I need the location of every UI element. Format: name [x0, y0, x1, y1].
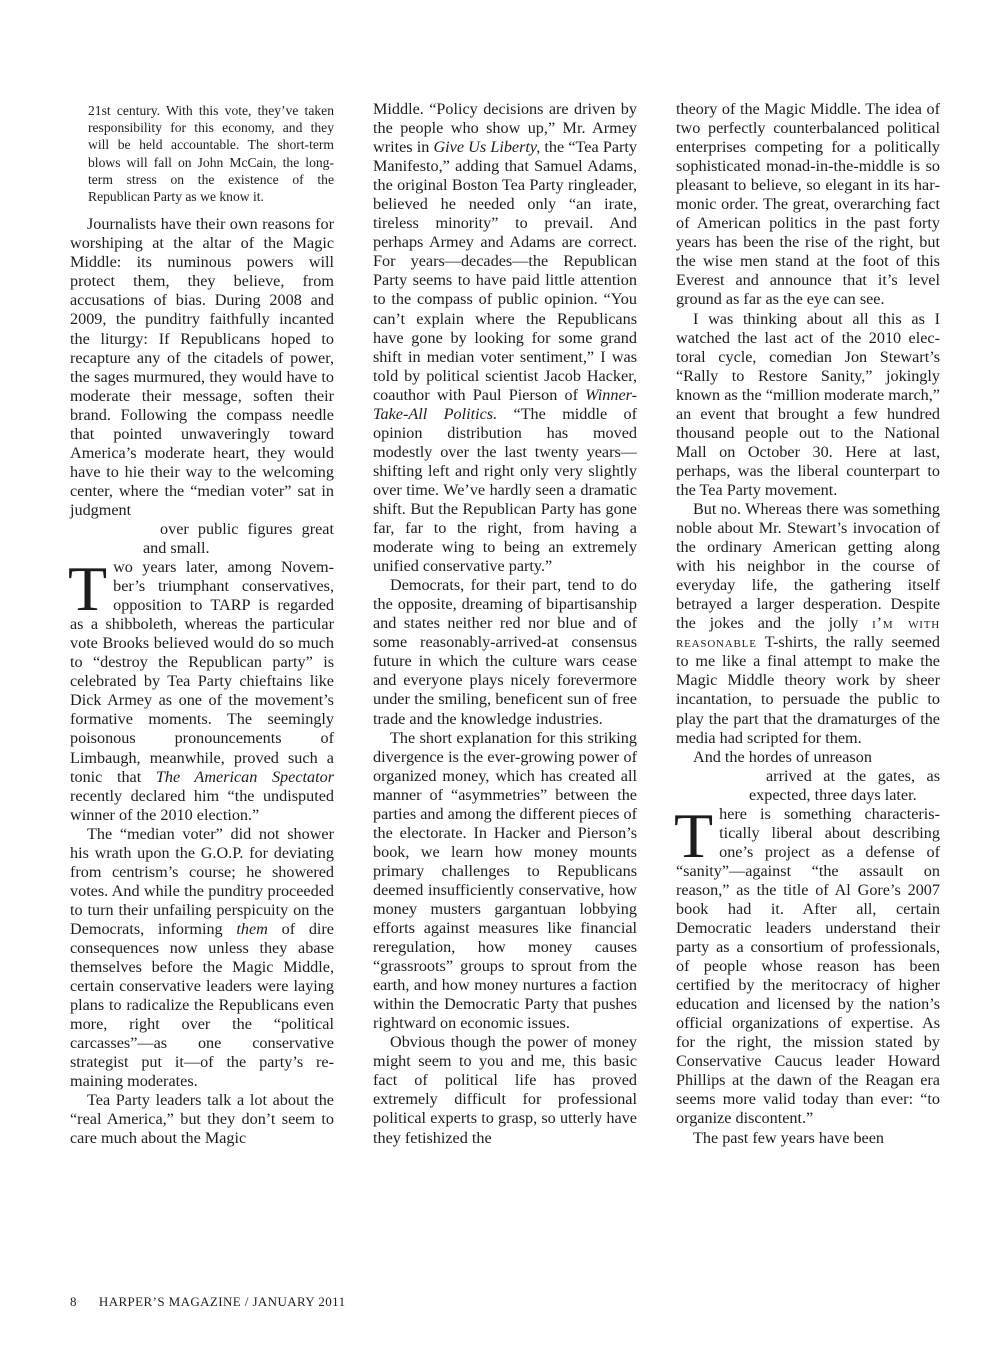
paragraph: Obvious though the power of money might seem to you and me, this basic fact of political life has proved extremely difficult for professional political experts to grasp, so utterly have they fetishized the — [373, 1033, 637, 1147]
block-quote — [88, 102, 334, 205]
drop-cap: T — [674, 799, 714, 871]
paragraph: Journalists have their own reasons for worshiping at the altar of the Magic Middle: its numinous powers will protect them, they believe, from accusations of bias. During 2008 and 2009, the punditry faithfully incanted the liturgy: If Republicans hoped to recapture any of the citadels of power, the sages murmured, they would have to moderate their message, soften their brand. Following the compass needle that pointed unwaveringly toward America’s moderate heart, they would have to hie their way to the welcoming center, where the “median voter” sat in judgment — [70, 215, 334, 519]
paragraph: Middle. “Policy decisions are driven by the people who show up,” Mr. Armey writes in Give Us Liberty, the “Tea Party Manifesto,” adding that Samuel Adams, the original Boston Tea Party ringleader, believed he needed only “an irate, tireless minority” to prevail. And perhaps Armey and Adams are correct. For years—decades—the Republican Party seems to have paid little attention to the compass of public opinion. “You can’t explain where the Republicans have gone by looking for some grand shift in median voter sentiment,” I was told by political scientist Jacob Hacker, coauthor with Paul Pierson of Winner-Take-All Politics. “The middle of opinion distribution has moved modestly over the last twenty years—shifting left and right only very slightly over time. We’ve hardly seen a dramatic shift. But the Republican Party has gone far, far to the right, from having a moderate wing to being an extremely unified conservative party.” — [373, 100, 637, 576]
page-number: 8 — [70, 1294, 77, 1309]
paragraph-dropcap: Two years later, among November’s triumphant conservatives, opposition to TARP is regarded as a shibboleth, whereas the particular vote Brooks believed would do so much to “destroy the Republican party” is celebrated by Tea Party chieftains like Dick Armey as one of the movement’s formative moments. The seemingly poisonous pronouncements of Limbaugh, meanwhile, proved such a tonic that The American Spectator recently declared him “the undisputed winner of the 2010 election.” — [68, 553, 334, 824]
paragraph: I was thinking about all this as I watched the last act of the 2010 electoral cycle, comedian Jon Stewart’s “Rally to Restore Sanity,” jokingly known as the “million moderate march,” an event that brought a few hundred thousand people out to the National Mall on October 30. Here at last, perhaps, was the liberal counterpart to the Tea Party movement. — [676, 309, 940, 499]
paragraph: The past few years have been — [693, 1128, 885, 1147]
column-2 — [373, 100, 637, 1148]
drop-cap: T — [68, 553, 108, 625]
paragraph: The “median voter” did not shower his wrath upon the G.O.P. for deviating from centrism’s course; he showered votes. And while the punditry proceeded to turn their unfailing perspicuity on the Democrats, informing them of dire consequences now unless they abase themselves before the Magic Middle, certain conservative leaders were laying plans to radicalize the Republicans even more, right over the “political carcasses”—as one conservative strategist put it—of the party’s remaining moderates. — [70, 824, 334, 1091]
quote-text: 21st century. With this vote, they’ve taken responsibility for this economy, and they will be held accountable. The short-term blows will fall on John McCain, the long-term stress on the existence of the Republican Party as we know it. — [88, 103, 334, 205]
paragraph-dropcap: There is something characteristically liberal about describing one’s project as a defense of “sanity”—against “the assault on reason,” as the title of Al Gore’s 2007 book had it. After all, certain Democratic leaders understand their party as a consortium of professionals, of people whose reason has been certified by the meritocracy of higher education and licensed by the nation’s official organizations of expertise. As for the right, the mission stated by Conservative Caucus leader Howard Phillips at the dawn of the Reagan era seems more valid today than ever: “to organize discontent.” — [674, 799, 940, 1128]
column-3 — [676, 100, 940, 1148]
publication-line: HARPER’S MAGAZINE / JANUARY 2011 — [98, 1294, 346, 1309]
paragraph: But no. Whereas there was something noble about Mr. Stewart’s invocation of the ordinary American getting along with his neighbor in the course of everyday life, the gathering itself betrayed a larger desperation. Despite the jokes and the jolly i’m with reasonable T-shirts, the rally seemed to me like a final attempt to make the Magic Middle theory work by sheer incantation, to persuade the public to play the part that the dramaturges of the media had scripted for them. — [676, 499, 940, 747]
paragraph-tail: over public figures great and small. — [143, 519, 334, 558]
paragraph: Democrats, for their part, tend to do the opposite, dreaming of bipartisanship and states neither red nor blue and of some reasonably-arrived-at consensus future in which the culture wars cease and everyone plays nicely forevermore under the smiling, beneficent sun of free trade and the knowledge industries. — [373, 576, 637, 728]
paragraph: Tea Party leaders talk a lot about the “real America,” but they don’t seem to care much about the Magic — [70, 1091, 334, 1148]
column-1 — [70, 100, 334, 1149]
paragraph-tail: arrived at the gates, as expected, three days later. — [749, 766, 940, 804]
paragraph: The short explanation for this striking divergence is the ever-growing power of organized money, which has created all manner of “asymmetries” between the parties and among the different pieces of the electorate. In Hacker and Pierson’s book, we learn how money mounts primary challenges to Republicans deemed insufficiently conservative, how money musters gargantuan lobbying efforts against measures like financial reregulation, how money causes “grassroots” groups to sprout from the earth, and how money nurtures a faction within the Democratic Party that pushes rightward on economic issues. — [373, 728, 637, 1033]
paragraph: theory of the Magic Middle. The idea of two perfectly counterbalanced political enterprises competing for a politically sophisticated monad-in-the-middle is so pleasant to believe, so elegant in its harmonic order. The great, overarching fact of American politics in the past forty years has been the rise of the right, but the wise men stand at the foot of this Everest and announce that it’s level ground as far as the eye can see. — [676, 100, 940, 309]
small-caps-text: i’m with reasonable — [676, 614, 940, 652]
paragraph: And the hordes of unreason — [693, 747, 872, 766]
page-footer — [70, 1294, 345, 1310]
